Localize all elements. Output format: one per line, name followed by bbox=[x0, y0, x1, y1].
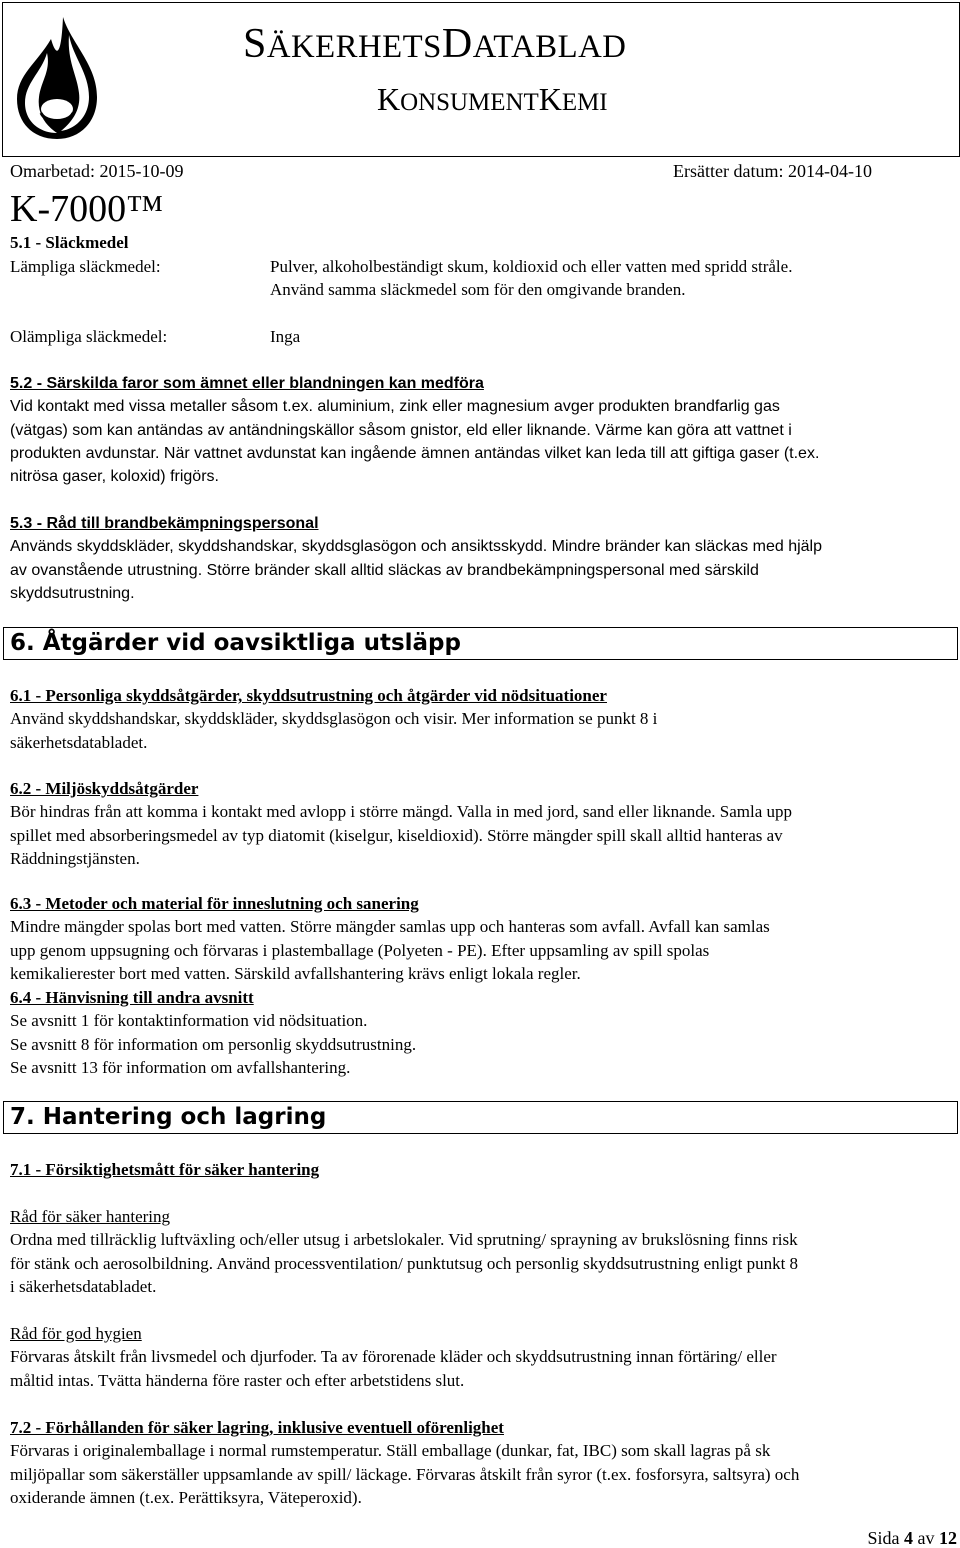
paragraph-line: skyddsutrustning. bbox=[10, 584, 135, 602]
paragraph-line: oxiderande ämnen (t.ex. Perättiksyra, Väteperoxid). bbox=[10, 1487, 362, 1507]
heading-5-1: 5.1 - Släckmedel bbox=[10, 233, 129, 252]
subheading-safe-handling: Råd för säker hantering bbox=[10, 1207, 171, 1226]
heading-6-4: 6.4 - Hänvisning till andra avsnitt bbox=[10, 988, 254, 1007]
suitable-label: Lämpliga släckmedel: bbox=[10, 257, 161, 276]
paragraph-line: Se avsnitt 1 för kontaktinformation vid nödsituation. bbox=[10, 1011, 368, 1031]
section-6-4 bbox=[10, 986, 955, 1079]
paragraph-line: Vid kontakt med vissa metaller såsom t.ex. aluminium, zink eller magnesium avger produkten brandfarlig gas bbox=[10, 398, 780, 416]
document-subtitle: KONSUMENTKEMI bbox=[377, 81, 608, 117]
paragraph-line: (vätgas) som kan antändas av antändningskällor såsom gnistor, eld eller liknande. Värme kan göra att vattnet i bbox=[10, 421, 792, 439]
paragraph-line: i säkerhetsdatabladet. bbox=[10, 1276, 157, 1296]
section-7-1 bbox=[10, 1158, 955, 1181]
unsuitable-label: Olämpliga släckmedel: bbox=[10, 327, 168, 346]
paragraph-line: Räddningstjänsten. bbox=[10, 848, 140, 868]
paragraph-line: Förvaras i originalemballage i normal rumstemperatur. Ställ emballage (dunkar, fat, IBC) som skall lagras på sk bbox=[10, 1441, 771, 1461]
heading-6-1: 6.1 - Personliga skyddsåtgärder, skyddsutrustning och åtgärder vid nödsituationer bbox=[10, 686, 607, 705]
heading-5-2: 5.2 - Särskilda faror som ämnet eller blandningen kan medföra bbox=[10, 375, 484, 392]
paragraph-line: upp genom uppsugning och förvaras i plastemballage (Polyeten - PE). Efter uppsamling av spill spolas bbox=[10, 940, 710, 960]
paragraph-line: kemikalierester bort med vatten. Särskild avfallshantering krävs enligt lokala regler. bbox=[10, 963, 581, 983]
paragraph-line: nitrösa gaser, koloxid) frigörs. bbox=[10, 468, 219, 486]
section-6-2 bbox=[10, 777, 955, 870]
product-name: K-7000™ bbox=[10, 188, 164, 230]
subheading-hygiene: Råd för god hygien bbox=[10, 1324, 142, 1343]
heading-6-3: 6.3 - Metoder och material för inneslutning och sanering bbox=[10, 894, 419, 913]
paragraph-line: Använd skyddshandskar, skyddskläder, skyddsglasögon och visir. Mer information se punkt 8 i bbox=[10, 709, 658, 729]
suitable-line: Använd samma släckmedel som för den omgivande branden. bbox=[270, 280, 686, 300]
paragraph-line: Mindre mängder spolas bort med vatten. Större mängder samlas upp och hanteras som avfall. Avfall kan samlas bbox=[10, 917, 770, 937]
section-6-1 bbox=[10, 684, 955, 754]
heading-5-3: 5.3 - Råd till brandbekämpningspersonal bbox=[10, 515, 319, 532]
section-title-6: 6. Åtgärder vid oavsiktliga utsläpp bbox=[3, 627, 958, 660]
paragraph-line: Se avsnitt 13 för information om avfallshantering. bbox=[10, 1057, 351, 1077]
section-title-7: 7. Hantering och lagring bbox=[3, 1101, 958, 1134]
paragraph-line: Se avsnitt 8 för information om personlig skyddsutrustning. bbox=[10, 1034, 417, 1054]
section-7-1-hygiene bbox=[10, 1322, 955, 1392]
revised-date: Omarbetad: 2015-10-09 bbox=[10, 161, 184, 181]
paragraph-line: måltid intas. Tvätta händerna före raster och efter arbetstidens slut. bbox=[10, 1370, 465, 1390]
page-number: Sida 4 av 12 bbox=[867, 1528, 957, 1548]
paragraph-line: spillet med absorberingsmedel av typ diatomit (kiselgur, kiseldioxid). Större mängder spill skall alltid hanteras av bbox=[10, 825, 783, 845]
document-header bbox=[2, 2, 960, 157]
replaces-date: Ersätter datum: 2014-04-10 bbox=[673, 161, 872, 181]
paragraph-line: säkerhetsdatabladet. bbox=[10, 732, 148, 752]
section-6-3 bbox=[10, 892, 955, 985]
heading-7-1: 7.1 - Försiktighetsmått för säker hantering bbox=[10, 1160, 320, 1179]
paragraph-line: Ordna med tillräcklig luftväxling och/eller utsug i arbetslokaler. Vid sprutning/ sprayning av brukslösning finns risk bbox=[10, 1230, 798, 1250]
heading-6-2: 6.2 - Miljöskyddsåtgärder bbox=[10, 779, 199, 798]
suitable-line: Pulver, alkoholbeständigt skum, koldioxid och eller vatten med spridd stråle. bbox=[270, 257, 793, 276]
section-7-1-handling bbox=[10, 1205, 955, 1298]
unsuitable-value: Inga bbox=[270, 327, 301, 346]
section-7-2 bbox=[10, 1416, 955, 1509]
paragraph-line: Förvaras åtskilt från livsmedel och djurfoder. Ta av förorenade kläder och skyddsutrustning innan förtäring/ eller bbox=[10, 1347, 777, 1367]
paragraph-line: miljöpallar som säkerställer uppsamlande av spill/ läckage. Förvaras åtskilt från syror (t.ex. fosforsyra, saltsyra) och bbox=[10, 1464, 800, 1484]
water-drop-logo-icon bbox=[11, 13, 103, 143]
paragraph-line: Används skyddskläder, skyddshandskar, skyddsglasögon och ansiktsskydd. Mindre bränder kan släckas med hjälp bbox=[10, 538, 822, 556]
paragraph-line: av ovanstående utrustning. Större bränder skall alltid släckas av brandbekämpningspersonal med särskild bbox=[10, 561, 759, 579]
paragraph-line: Bör hindras från att komma i kontakt med avlopp i större mängd. Valla in med jord, sand eller liknande. Samla upp bbox=[10, 802, 792, 822]
document-title: SÄKERHETSDATABLAD bbox=[243, 21, 627, 67]
suitable-value bbox=[270, 255, 950, 302]
heading-7-2: 7.2 - Förhållanden för säker lagring, inklusive eventuell oförenlighet bbox=[10, 1418, 504, 1437]
paragraph-line: produkten avdunstar. När vattnet avdunstat kan ingående ämnen antändas vilket kan leda till att giftiga gaser (t.ex. bbox=[10, 444, 820, 462]
section-5-3 bbox=[10, 512, 955, 605]
section-5-2 bbox=[10, 372, 955, 488]
paragraph-line: för stänk och aerosolbildning. Använd processventilation/ punktutsug och personlig skyddsutrustning enligt punkt 8 bbox=[10, 1253, 799, 1273]
